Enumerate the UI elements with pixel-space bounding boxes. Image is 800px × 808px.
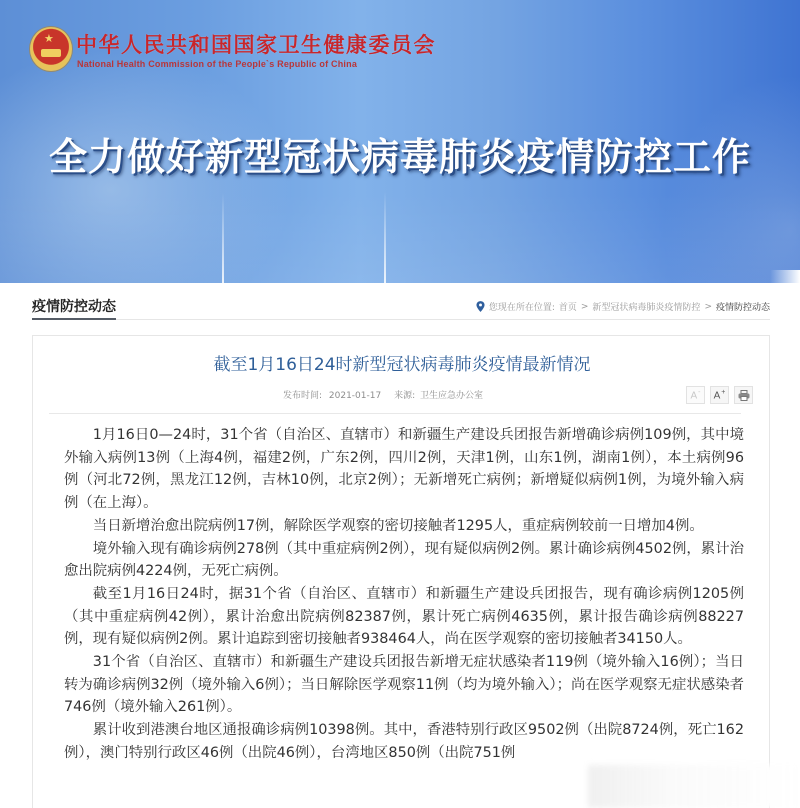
org-name-cn[interactable]: 中华人民共和国国家卫生健康委员会 bbox=[76, 33, 436, 57]
breadcrumb-separator: > bbox=[704, 301, 712, 312]
decorative-line bbox=[384, 191, 386, 283]
font-increase-icon: A+ bbox=[713, 388, 726, 402]
font-increase-button[interactable] bbox=[710, 386, 729, 404]
source-label: 来源: bbox=[394, 391, 416, 401]
location-pin-icon bbox=[476, 301, 485, 312]
publish-label: 发布时间: bbox=[282, 391, 323, 401]
paragraph-imported: 境外输入现有确诊病例278例（其中重症病例2例），现有疑似病例2例。累计确诊病例4502例，累计治愈出院病例4224例，无死亡病例。 bbox=[64, 540, 744, 580]
gate-shape bbox=[41, 49, 61, 57]
font-decrease-icon: A- bbox=[690, 388, 701, 402]
print-icon bbox=[738, 390, 750, 401]
article-title: 截至1月16日24时新型冠状病毒肺炎疫情最新情况 bbox=[213, 355, 591, 375]
national-emblem-icon[interactable] bbox=[30, 27, 72, 71]
breadcrumb bbox=[476, 300, 770, 313]
star-icon: ★ bbox=[44, 32, 54, 45]
article-meta bbox=[33, 388, 733, 401]
edge-fade bbox=[770, 270, 800, 808]
blur-overlay bbox=[588, 765, 800, 808]
header-banner bbox=[0, 0, 800, 283]
publish-date: 2021-01-17 bbox=[328, 391, 382, 401]
section-header bbox=[32, 296, 770, 320]
paragraph-new-cases: 1月16日0—24时，31个省（自治区、直辖市）和新疆生产建设兵团报告新增确诊病例109例，其中境外输入病例13例（上海4例，福建2例，广东2例，四川2例，天津1例，山东1例，湖南1例），本土病例96例（河北72例，黑龙江12例，吉林10例，北京2例）；无新增死亡病例；新增疑似病例1例，为境外输入病例（在上海）。 bbox=[64, 427, 744, 512]
breadcrumb-separator: > bbox=[580, 301, 589, 312]
breadcrumb-current[interactable]: 疫情防控动态 bbox=[715, 303, 770, 313]
article-body bbox=[64, 424, 744, 765]
font-decrease-button[interactable] bbox=[686, 386, 705, 404]
paragraph-asymptomatic: 31个省（自治区、直辖市）和新疆生产建设兵团报告新增无症状感染者119例（境外输入16例）；当日转为确诊病例32例（境外输入6例）；当日解除医学观察11例（均为境外输入）；尚在医学观察无症状感染者746例（境外输入261例）。 bbox=[64, 654, 744, 716]
org-name-en[interactable]: National Health Commission of the People`s Republic of China bbox=[77, 59, 358, 69]
banner-title: 全力做好新型冠状病毒肺炎疫情防控工作 bbox=[48, 135, 751, 179]
paragraph-recovered: 当日新增治愈出院病例17例，解除医学观察的密切接触者1295人，重症病例较前一日增加4例。 bbox=[92, 517, 704, 534]
paragraph-cumulative: 截至1月16日24时，据31个省（自治区、直辖市）和新疆生产建设兵团报告，现有确诊病例1205例（其中重症病例42例），累计治愈出院病例82387例，累计死亡病例4635例，累计报告确诊病例88227例，现有疑似病例2例。累计追踪到密切接触者938464人，尚在医学观察的密切接触者34150人。 bbox=[64, 585, 744, 648]
section-title: 疫情防控动态 bbox=[32, 296, 116, 320]
breadcrumb-covid-prevention[interactable]: 新型冠状病毒肺炎疫情防控 bbox=[592, 303, 701, 313]
divider bbox=[49, 413, 741, 414]
decorative-line bbox=[222, 193, 224, 283]
print-button[interactable] bbox=[734, 386, 753, 404]
paragraph-hk-macau-taiwan: 累计收到港澳台地区通报确诊病例10398例。其中，香港特别行政区9502例（出院8724例，死亡162例），澳门特别行政区46例（出院46例），台湾地区850例（出院751例 bbox=[64, 722, 744, 761]
article-card bbox=[32, 335, 770, 808]
breadcrumb-home[interactable]: 首页 bbox=[558, 303, 577, 313]
breadcrumb-prefix: 您现在所在位置: bbox=[488, 303, 555, 313]
article-toolbar bbox=[686, 386, 753, 404]
source-value: 卫生应急办公室 bbox=[420, 391, 484, 401]
